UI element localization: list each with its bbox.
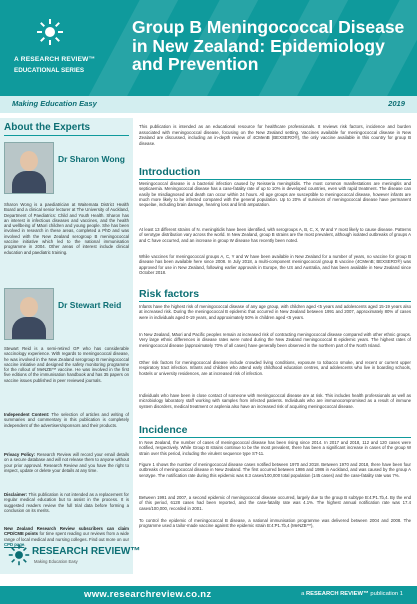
expert-bio-stewart-reid: Stewart Reid is a semi-retired GP who has considerable vaccinology experience. With regards to meningococcal disease, he was involved in the New Zealand serogroup B meningococcal vaccine initiative and designed the safety monitoring programme for the rollout of MeNZB™ vaccine. He was involved in the first five editions of the immunisation handbook and has 35 papers on vaccine issues published in peer reviewed journals. (4, 346, 129, 383)
footer-bar (0, 586, 417, 604)
expert-photo-stewart-reid (4, 288, 54, 340)
paragraph: Individuals who have been in close contact of someone with meningococcal disease are at risk. This includes health professionals as well as microbiology laboratory staff working with samples from infected patients. Individuals who are immunocompromised as a result of immune system disorders, medical treatment or asplenia also have an increased risk of acquiring meningococcal disease. (139, 393, 411, 409)
expert-bio-sharon-wong: Sharon Wong is a paediatrician at Waitemata District Health Board and a clinical senior lecturer at The University of Auckland, Department of Paediatrics: Child and Youth Health. Sharon has an interest in infectious diseases and vaccines, and the health and wellbeing of Māori children and young people. She has been involved in research in these areas, completed a PhD and was involved with the New Zealand serogroup B meningococcal vaccine initiative which led to the national immunisation programme in 2004. Other areas of interest include clinical education and paediatric training. (4, 202, 129, 255)
paragraph: To control the epidemic of meningococcal B disease, a national immunisation programme was delivered between 2004 and 2008. The programme used a tailor-made vaccine against the epidemic strain B:4:P1.7b,4 (MeNZB™), (139, 518, 411, 529)
paragraph: In New Zealand, Māori and Pacific peoples remain at increased risk of contracting meningococcal disease compared with other ethnic groups. Very large ethnic differences in disease rates were noted during the New Zealand meningococcal B epidemic years. The highest rates of meningococcal disease (approximately 70% of all cases) have generally been observed in the northern part of the North Island. (139, 332, 411, 348)
brand-tagline: Making Education Easy (34, 559, 78, 564)
logo-line-1: A RESEARCH REVIEW™ (14, 56, 96, 63)
paragraph: Between 1991 and 2007, a second epidemic of meningococcal disease occurred, largely due to the group B subtype B:4:P1.7b,4. By the end of this period, 6128 cases had been reported, and the case-fatality rate was 4.1%. The highest annual notification rate was 17.4 cases/100,000, recorded in 2001. (139, 495, 411, 511)
section-heading-introduction: Introduction (139, 166, 411, 180)
cpd-page-link[interactable]: CPD page (4, 541, 25, 547)
cpd-note: New Zealand Research Review subscribers can claim CPD/CME points for time spent reading our reviews from a wide range of local medical and nursing colleges. Find out more on our CPD page. (4, 526, 129, 547)
page-number: 1 (399, 591, 403, 597)
header-banner (0, 0, 417, 96)
research-review-logo (14, 18, 104, 88)
main-content (139, 118, 411, 576)
paragraph: Other risk factors for meningococcal disease include crowded living conditions, exposure to tobacco smoke, and recent or current upper respiratory tract infection. Infants and children who attend early childhood education centres, and adolescents who live in boarding schools, hostels or university residences, are at increased risk of infection. (139, 360, 411, 376)
expert-name-stewart-reid: Dr Stewart Reid (58, 300, 122, 310)
document-title: Group B Meningococcal Disease in New Zealand: Epidemiology and Prevention (132, 17, 405, 74)
independent-content-note: Independent Content: The selection of articles and writing of summaries and commentary in this publication is completely independent of the advertisers/sponsors and their products. (4, 412, 129, 428)
paragraph: Infants have the highest risk of meningococcal disease of any age group, with children aged <5 years and adolescents aged 15-19 years also at increased risk. During the meningococcal B epidemic that occurred in New Zealand between 1991 and 2007, approximately 80% of cases were in individuals aged 0-19 years, and approximately 50% in children aged <5 years. (139, 304, 411, 320)
edition-year: 2019 (388, 99, 405, 108)
paragraph: In New Zealand, the number of cases of meningococcal disease has been rising since 2014. In 2017 and 2018, 112 and 120 cases were notified, respectively. While Group B strains continue to be the most prevalent, there has been a significant increase in cases of the group W strain over this period, including the virulent sequence type ST-11. (139, 440, 411, 456)
intro-paragraph: This publication is intended as an educational resource for healthcare professionals. It reviews risk factors, incidence and burden associated with meningococcal disease, focusing on the New Zealand setting. Vaccines available for meningococcal disease in New Zealand are discussed, including an in-depth review of 4CMenB (BEXSERO®), the only vaccine available in this country for group B disease. (139, 124, 411, 146)
privacy-policy-note: Privacy Policy: Research Review will record your email details on a secure database and will not release them to anyone without your prior approval. Research Review and you have the right to inspect, update or delete your details at any time. (4, 452, 129, 473)
paragraph: While vaccines for meningococcal groups A, C, Y and W have been available in New Zealand for a number of years, no vaccine for group B disease has been available here since 2008. In July 2018, a multi-component meningococcal group B vaccine (4CMenB; BEXSERO®) was approved for use in New Zealand, following earlier approvals in Europe, the US and Australia, and has been available in New Zealand since October 2018. (139, 254, 411, 275)
paragraph: Meningococcal disease is a bacterial infection caused by Neisseria meningitidis. The most common manifestations are meningitis and septicaemia. Meningococcal disease has a case-fatality rate of up to 10% in developed countries, even with rapid treatment. The disease can easily be misdiagnosed and death can occur within 24 hours. All age groups are susceptible to meningococcal disease, however infants are much more likely to be infected compared with the general population. Up to 20% of survivors of meningococcal disease have permanent sequelae, including brain damage, hearing loss and limb amputation. (139, 181, 411, 208)
expert-name-sharon-wong: Dr Sharon Wong (58, 154, 125, 164)
sidebar (0, 118, 133, 574)
paragraph: Figure 1 shows the number of meningococcal disease cases notified between 1970 and 2018. Between 1970 and 2018, there have been four outbreaks of meningococcal disease in New Zealand. The first occurred between 1986 and 1986 in Auckland, and was caused by the group A serotype. The notification rate during this epidemic was 8.3 cases/100,000 total population (145 cases) and the case-fatality rate was 7%. (139, 462, 411, 478)
research-review-brand-logo (8, 544, 141, 572)
sunburst-logo-icon (8, 544, 30, 566)
sidebar-heading: About the Experts (4, 122, 129, 136)
section-heading-incidence: Incidence (139, 424, 411, 438)
section-heading-risk-factors: Risk factors (139, 288, 411, 302)
expert-photo-sharon-wong (4, 142, 54, 194)
website-link[interactable]: www.researchreview.co.nz (84, 589, 212, 600)
paragraph: At least 13 different strains of N. meningitidis have been identified, with serogroups A, B, C, X, W and Y most likely to cause disease. Patterns of serotype distribution vary across the world. In New Zealand, group B strains are the most prevalent, although isolated outbreaks of groups A and C have occurred, and an increase in group W disease has recently been noted. (139, 227, 411, 243)
tagline: Making Education Easy (12, 99, 97, 108)
publication-credit: a RESEARCH REVIEW™ publication 1 (301, 591, 403, 597)
sunburst-logo-icon (36, 18, 64, 46)
disclaimer-note: Disclaimer: This publication is not intended as a replacement for regular medical education but to assist in the process. It is suggested readers review the full trial data before forming a conclusion on its merits. (4, 492, 129, 513)
logo-line-2: EDUCATIONAL SERIES (14, 67, 85, 74)
brand-name: RESEARCH REVIEW™ (32, 546, 141, 557)
tagline-bar (0, 96, 417, 113)
